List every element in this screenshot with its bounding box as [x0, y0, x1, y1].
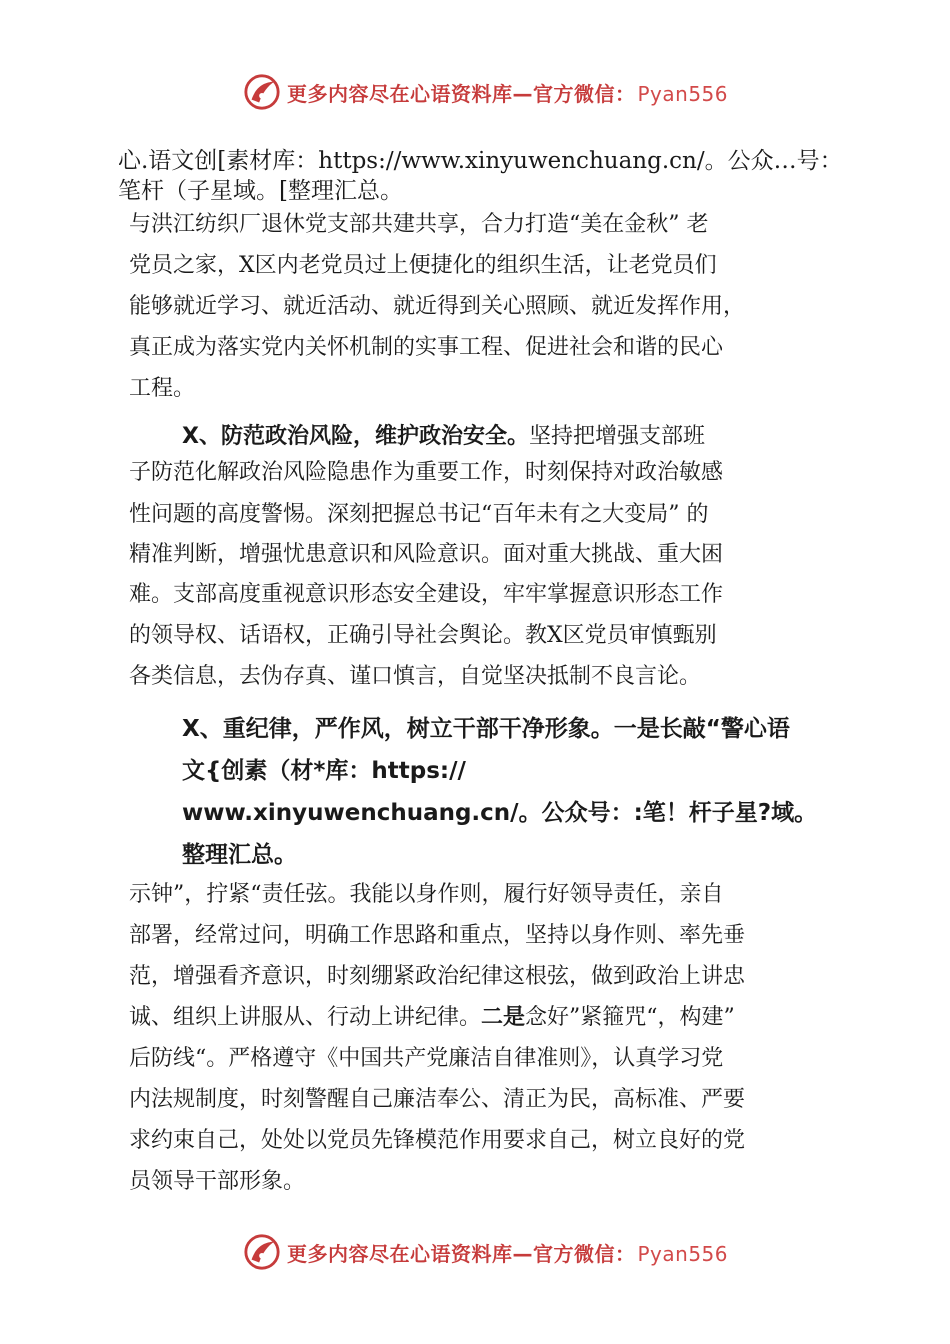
para1-line: 真正成为落实党内关怀机制的实事工程、促进社会和谐的民心: [129, 335, 724, 360]
header-banner: [243, 72, 743, 112]
para2-line: 各类信息，去伪存真、谨口慎言，自觉坚决抵制不良言论。: [129, 664, 702, 689]
footer-banner: [243, 1232, 743, 1272]
para3-line: 求约束自己，处处以党员先锋模范作用要求自己，树立良好的党: [129, 1128, 746, 1153]
bold-inline-text: 二是: [481, 1005, 526, 1030]
para3-heading-block: [182, 708, 902, 876]
banner-text: 更多内容尽在心语资料库—官方微信： Pyan556: [287, 81, 729, 106]
para1-line: 工程。: [129, 376, 196, 401]
para3-heading-line: www.xinyuwenchuang.cn/。公众号：:笔！杆子星?域。: [182, 800, 818, 826]
header-note-line-2: 笔杆（子星域。[整理汇总。: [118, 178, 403, 204]
para2-line: 精准判断，增强忧患意识和风险意识。面对重大挑战、重大困: [129, 542, 724, 567]
para3-line: 员领导干部形象。: [129, 1169, 306, 1194]
wechat-id: Pyan556: [637, 81, 729, 106]
para1-line: 党员之家，X区内老党员过上便捷化的组织生活，让老党员们: [129, 253, 717, 278]
para2-heading: X、防范政治风险，维护政治安全。: [182, 424, 529, 449]
para3-line: 部署，经常过问，明确工作思路和重点，坚持以身作则、率先垂: [129, 923, 746, 948]
para2-line: 性问题的高度警惕。深刻把握总书记“百年未有之大变局” 的: [129, 502, 709, 527]
para3-mixed-line: 诚、组织上讲服从、行动上讲纪律。二是念好”紧箍咒“，构建”: [129, 1005, 735, 1030]
para3-heading-line: X、重纪律，严作风，树立干部干净形象。一是长敲“警心语: [182, 716, 790, 742]
para2-line: 难。支部高度重视意识形态安全建设，牢牢掌握意识形态工作: [129, 582, 724, 607]
para1-line: 能够就近学习、就近活动、就近得到关心照顾、就近发挥作用，: [129, 294, 746, 319]
brand-logo-icon: [243, 73, 281, 111]
wechat-id: Pyan556: [637, 1241, 729, 1266]
header-note-line-1: 心.语文创[素材库：https://www.xinyuwenchuang.cn/。公众…号：: [118, 148, 843, 174]
para2-line: 的领导权、话语权，正确引导社会舆论。教X区党员审慎甄别: [129, 623, 717, 648]
para3-line: 范，增强看齐意识，时刻绷紧政治纪律这根弦，做到政治上讲忠: [129, 964, 746, 989]
para3-line: 示钟”，拧紧“责任弦。我能以身作则，履行好领导责任，亲自: [129, 882, 724, 907]
banner-text: 更多内容尽在心语资料库—官方微信： Pyan556: [287, 1241, 729, 1266]
para2-line: 子防范化解政治风险隐患作为重要工作，时刻保持对政治敏感: [129, 460, 724, 485]
para3-heading-line: 文{创素（材*库：https://: [182, 758, 466, 784]
para3-line: 内法规制度，时刻警醒自己廉洁奉公、清正为民，高标准、严要: [129, 1087, 746, 1112]
para1-line: 与洪江纺织厂退休党支部共建共享，合力打造“美在金秋” 老: [129, 212, 709, 237]
brand-logo-icon: [243, 1233, 281, 1271]
para3-line: 后防线“。严格遵守《中国共产党廉洁自律准则》，认真学习党: [129, 1046, 724, 1071]
para2-first-line: X、防范政治风险，维护政治安全。坚持把增强支部班: [182, 424, 705, 449]
para3-heading-line: 整理汇总。: [182, 842, 297, 868]
